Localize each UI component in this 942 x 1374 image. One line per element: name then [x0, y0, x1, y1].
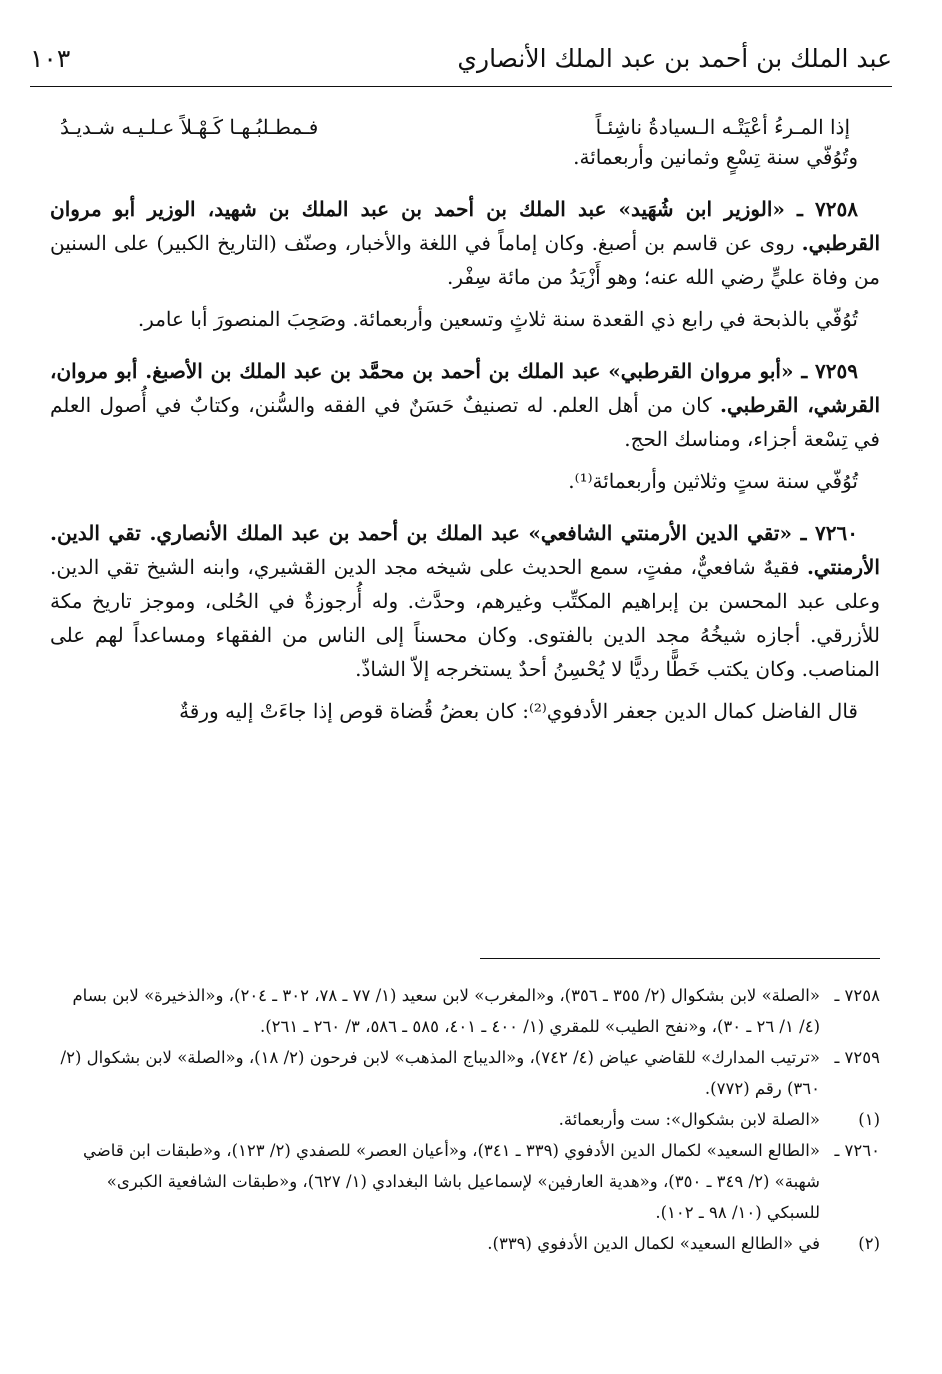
entry-7259-death: تُوُفّي سنة ستٍ وثلاثين وأربعمائة⁽¹⁾.: [568, 469, 858, 493]
main-text: [50, 100, 880, 736]
poetry-verse: [50, 100, 880, 140]
footnote-text: «الصلة» لابن بشكوال (٢/ ٣٥٥ ـ ٣٥٦)، و«المغرب» لابن سعيد (١/ ٧٧ ـ ٧٨، ٣٠٢ ـ ٢٠٤)، و«الذخيرة» لابن بسام (٤/ ١/ ٢٦ ـ ٣٠)، و«نفح الطيب» للمقري (١/ ٤٠٠ ـ ٤٠١، ٥٨٥ ـ ٥٨٦، ٣/ ٢٦٠ ـ ٢٦١).: [72, 986, 820, 1036]
footnote-text: «ترتيب المدارك» للقاضي عياض (٤/ ٧٤٢)، و«الديباج المذهب» لابن فرحون (٢/ ١٨)، و«الصلة» لابن بشكوال (٢/ ٣٦٠) رقم (٧٧٢).: [60, 1048, 820, 1098]
entry-7258-death: تُوُفّي بالذبحة في رابع ذي القعدة سنة ثلاثٍ وتسعين وأربعمائة. وصَحِبَ المنصورَ أبا عامر.: [137, 307, 858, 331]
running-title: عبد الملك بن أحمد بن عبد الملك الأنصاري: [457, 44, 892, 73]
footnote-item: [50, 1042, 880, 1104]
entry-7260-heading: ٧٢٦٠ ـ «تقي الدين الأرمنتي الشافعي» عبد الملك بن أحمد بن عبد الملك الأنصاري. تقي الدين. الأرمنتي.: [50, 521, 880, 579]
footnote-label: (٢): [858, 1234, 880, 1253]
footnote-text: «الطالع السعيد» لكمال الدين الأدفوي (٣٣٩ ـ ٣٤١)، و«أعيان العصر» للصفدي (٢/ ١٢٣)، و«طبقات ابن قاضي شهبة» (٢/ ٣٤٩ ـ ٣٥٠)، و«هدية العارفين» لإسماعيل باشا البغدادي (١/ ٦٢٧)، و«طبقات الشافعية الكبرى» للسبكي (١٠/ ٩٨ ـ ١٠٢).: [83, 1141, 820, 1222]
page-header: [30, 36, 892, 86]
footnote-item: [50, 1135, 880, 1228]
footnote-label: ٧٢٥٨ ـ: [834, 986, 880, 1005]
footnote-text: «الصلة لابن بشكوال»: ست وأربعمائة.: [558, 1110, 820, 1129]
entry-7259-heading: ٧٢٥٩ ـ «أبو مروان القرطبي» عبد الملك بن أحمد بن محمَّد بن عبد الملك بن الأصبغ. أبو مروان، القرشي، القرطبي.: [50, 359, 881, 417]
entry-7259-body: كان من أهل العلم. له تصنيفٌ حَسَنٌ في الفقه والسُّنن، وكتابٌ في أُصول العلم في تِسْعة أجزاء، ومناسك الحج.: [50, 393, 880, 451]
footnote-label: (١): [858, 1110, 880, 1129]
header-rule: [30, 86, 892, 87]
footnote-item: [50, 1228, 880, 1259]
footnote-rule: [480, 958, 880, 959]
entry-7258: [50, 192, 880, 294]
page-number: ١٠٣: [30, 44, 71, 73]
entry-7258-body: روى عن قاسم بن أصبغ. وكان إماماً في اللغة والأخبار، وصنّف (التاريخ الكبير) على السنين من وفاة عليٍّ رضي الله عنه؛ وهو أَزْيَدُ من مائة سِفْر.: [50, 231, 880, 289]
entry-7260-quote: قال الفاضل كمال الدين جعفر الأدفوي⁽²⁾: كان بعضُ قُضاة قوص إذا جاءَتْ إليه ورقةٌ: [179, 699, 858, 723]
footnote-item: [50, 980, 880, 1042]
footnotes: [50, 980, 880, 1259]
entry-7258-heading: ٧٢٥٨ ـ «الوزير ابن شُهَيد» عبد الملك بن أحمد بن عبد الملك بن شهيد، الوزير أبو مروان القرطبي.: [50, 197, 880, 255]
footnote-item: [50, 1104, 880, 1135]
footnote-text: في «الطالع السعيد» لكمال الدين الأدفوي (٣٣٩).: [487, 1234, 820, 1253]
entry-7260-body: فقيهٌ شافعيٌّ، مفتٍ، سمع الحديث على شيخه مجد الدين القشيري، وابنه الشيخ تقي الدين. وعلى عبد المحسن بن إبراهيم المكتِّب وغيرهم، وحدَّث. وله أُرجوزةٌ في الحُلى، وموجز تاريخ مكة للأزرقي. أجازه شيخُهُ مجد الدين بالفتوى. وكان محسناً إلى الناس من الفقهاء ومساعداً لهم على المناصب. وكان يكتب خَطًّا رديًّا لا يُحْسِنُ أحدٌ يستخرجه إلاّ الشاذّ.: [50, 555, 880, 681]
footnote-label: ٧٢٦٠ ـ: [834, 1141, 880, 1160]
footnote-label: ٧٢٥٩ ـ: [834, 1048, 880, 1067]
verse-hemistich-first: إذا المـرءُ أعْيَتْـه الـسيادةُ ناشِئـاً: [595, 115, 850, 139]
verse-hemistich-second: فـمطـلبُـهـا كَـهْـلاً عـلـيـه شـديـدُ: [60, 115, 319, 139]
paragraph-death-note: وتُوُفّي سنة تِسْعٍ وثمانين وأربعمائة.: [573, 145, 858, 169]
entry-7259: [50, 354, 880, 456]
entry-7260: [50, 516, 880, 686]
